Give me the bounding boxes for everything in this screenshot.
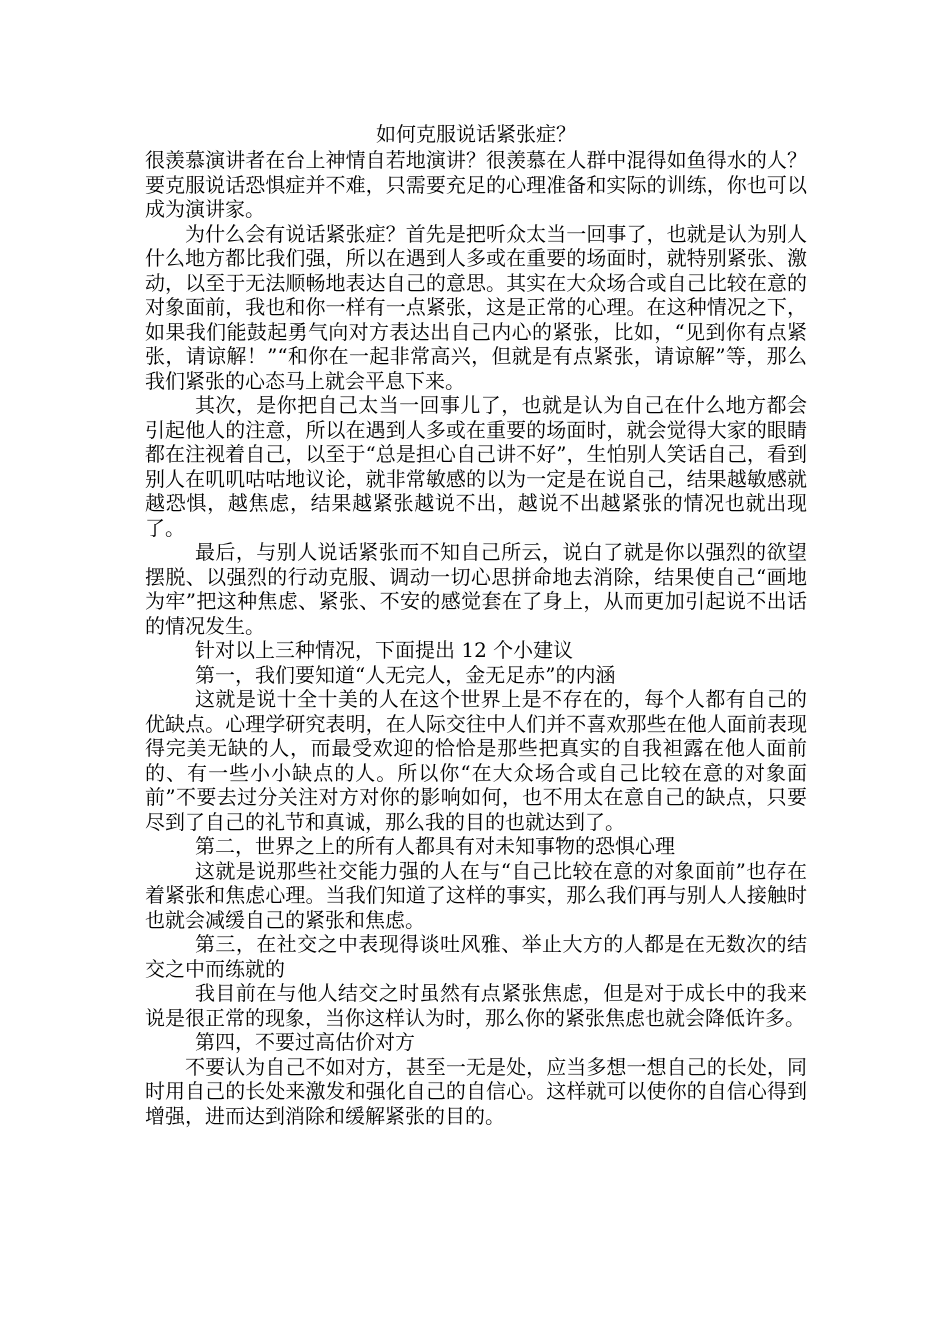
heading-suggestion-2: 第二，世界之上的所有人都具有对未知事物的恐惧心理	[195, 834, 675, 858]
paragraph-reason-1: 为什么会有说话紧张症？首先是把听众太当一回事了，也就是认为别人什么地方都比我们强，所以在遇到人多或在重要的场面时，就特别紧张、激动，以至于无法顺畅地表达自己的意思。其实在大众场合或自己比较在意的对象面前，我也和你一样有一点紧张，这是正常的心理。在这种情况之下，如果我们能鼓起勇气向对方表达出自己内心的紧张，比如，“见到你有点紧张，请谅解！”“和你在一起非常高兴，但就是有点紧张，请谅解”等，那么我们紧张的心态马上就会平息下来。	[145, 221, 807, 393]
paragraph-suggestion-1: 这就是说十全十美的人在这个世界上是不存在的，每个人都有自己的优缺点。心理学研究表明，在人际交往中人们并不喜欢那些在他人面前表现得完美无缺的人，而最受欢迎的恰恰是那些把真实的自我袒露在他人面前的、有一些小小缺点的人。所以你“在大众场合或自己比较在意的对象面前”不要去过分关注对方对你的影响如何，也不用太在意自己的缺点，只要尽到了自己的礼节和真诚，那么我的目的也就达到了。	[145, 687, 807, 834]
paragraph-suggestions-intro: 针对以上三种情况，下面提出 12 个小建议	[195, 638, 574, 662]
paragraph-reason-2: 其次，是你把自己太当一回事儿了，也就是认为自己在什么地方都会引起他人的注意，所以在遇到人多或在重要的场面时，就会觉得大家的眼睛都在注视着自己，以至于“总是担心自己讲不好”，生怕别人笑话自己，看到别人在叽叽咕咕地议论，就非常敏感的以为一定是在说自己，结果越敏感就越恐惧，越焦虑，结果越紧张越说不出，越说不出越紧张的情况也就出现了。	[145, 393, 807, 540]
paragraph-suggestion-2: 这就是说那些社交能力强的人在与“自己比较在意的对象面前”也存在着紧张和焦虑心理。当我们知道了这样的事实，那么我们再与别人人接触时也就会减缓自己的紧张和焦虑。	[145, 858, 807, 932]
paragraph-suggestion-4: 不要认为自己不如对方，甚至一无是处，应当多想一想自己的长处，同时用自己的长处来激发和强化自己的自信心。这样就可以使你的自信心得到增强，进而达到消除和缓解紧张的目的。	[145, 1054, 807, 1128]
document-page	[145, 120, 807, 1128]
paragraph-intro: 很羡慕演讲者在台上神情自若地演讲？很羡慕在人群中混得如鱼得水的人？要克服说话恐惧症并不难，只需要充足的心理准备和实际的训练，你也可以成为演讲家。	[145, 148, 807, 221]
document-title: 如何克服说话紧张症？	[376, 122, 576, 146]
heading-suggestion-3: 第三，在社交之中表现得谈吐风雅、举止大方的人都是在无数次的结交之中而练就的	[145, 932, 807, 981]
heading-suggestion-4: 第四，不要过高估价对方	[195, 1030, 415, 1054]
heading-suggestion-1: 第一，我们要知道“人无完人，金无足赤”的内涵	[195, 662, 616, 687]
paragraph-reason-3: 最后，与别人说话紧张而不知自己所云，说白了就是你以强烈的欲望摆脱、以强烈的行动克服、调动一切心思拼命地去消除，结果使自己“画地为牢”把这种焦虑、紧张、不安的感觉套在了身上，从而更加引起说不出话的情况发生。	[145, 540, 807, 638]
paragraph-suggestion-3: 我目前在与他人结交之时虽然有点紧张焦虑，但是对于成长中的我来说是很正常的现象，当你这样认为时，那么你的紧张焦虑也就会降低许多。	[145, 981, 807, 1030]
